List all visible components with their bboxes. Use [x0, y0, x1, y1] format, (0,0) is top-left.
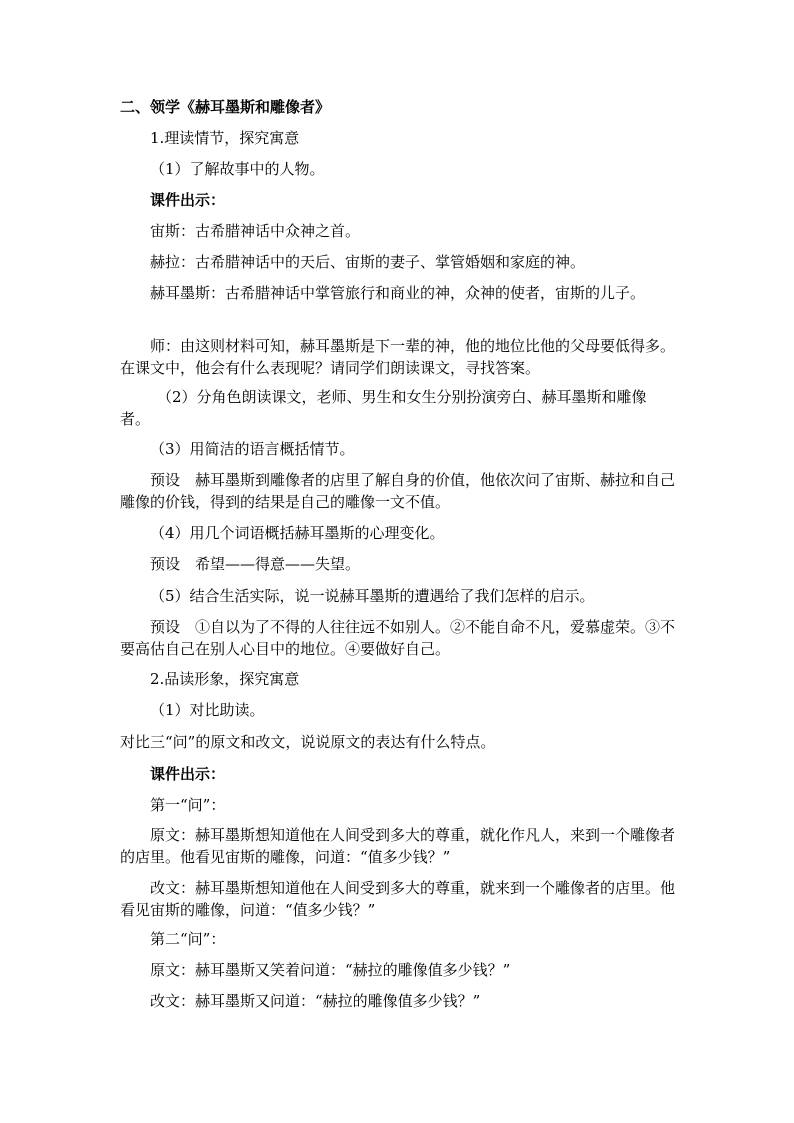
paragraph: （1）对比助读。 [150, 701, 265, 719]
paragraph: 原文：赫耳墨斯想知道他在人间受到多大的尊重，就化作凡人，来到一个雕像者的店里。他看见宙斯的雕像，问道：“值多少钱？” [120, 826, 676, 866]
paragraph: （4）用几个词语概括赫耳墨斯的心理变化。 [150, 524, 445, 542]
courseware-label: 课件出示： [150, 191, 226, 209]
paragraph: 宙斯：古希腊神话中众神之首。 [150, 222, 361, 240]
paragraph: 预设 ①自以为了不得的人往往远不如别人。②不能自命不凡，爱慕虚荣。③不要高估自己在别人心目中的地位。④要做好自己。 [120, 618, 676, 658]
paragraph: （2）分角色朗读课文，老师、男生和女生分别扮演旁白、赫耳墨斯和雕像者。 [120, 388, 647, 428]
document-page [120, 0, 676, 1123]
heading-1: 1.理读情节，探究寓意 [150, 129, 300, 147]
paragraph: 第一“问”： [150, 796, 226, 814]
courseware-label: 课件出示： [150, 765, 226, 783]
paragraph: 赫拉：古希腊神话中的天后、宙斯的妻子、掌管婚姻和家庭的神。 [150, 253, 586, 271]
paragraph: 改文：赫耳墨斯想知道他在人间受到多大的尊重，就来到一个雕像者的店里。他看见宙斯的雕像，问道：“值多少钱？” [120, 879, 676, 919]
paragraph: 预设 赫耳墨斯到雕像者的店里了解自身的价值，他依次问了宙斯、赫拉和自己雕像的价钱，得到的结果是自己的雕像一文不值。 [120, 471, 676, 511]
paragraph: （1）了解故事中的人物。 [150, 160, 325, 178]
paragraph: 赫耳墨斯：古希腊神话中掌管旅行和商业的神，众神的使者，宙斯的儿子。 [150, 284, 646, 302]
paragraph: 原文：赫耳墨斯又笑着问道：“赫拉的雕像值多少钱？” [150, 961, 511, 979]
paragraph: 师：由这则材料可知，赫耳墨斯是下一辈的神，他的地位比他的父母要低得多。在课文中，他会有什么表现呢？请同学们朗读课文，寻找答案。 [120, 337, 676, 377]
section-title: 二、领学《赫耳墨斯和雕像者》 [120, 98, 331, 116]
paragraph: 预设 希望——得意——失望。 [150, 555, 361, 573]
heading-2: 2.品读形象，探究寓意 [150, 670, 300, 688]
paragraph: （3）用简洁的语言概括情节。 [150, 440, 355, 458]
paragraph: 对比三“问”的原文和改文，说说原文的表达有什么特点。 [120, 733, 496, 751]
paragraph: 第二“问”： [150, 930, 226, 948]
paragraph: （5）结合生活实际，说一说赫耳墨斯的遭遇给了我们怎样的启示。 [150, 587, 595, 605]
paragraph: 改文：赫耳墨斯又问道：“赫拉的雕像值多少钱？” [150, 992, 481, 1010]
